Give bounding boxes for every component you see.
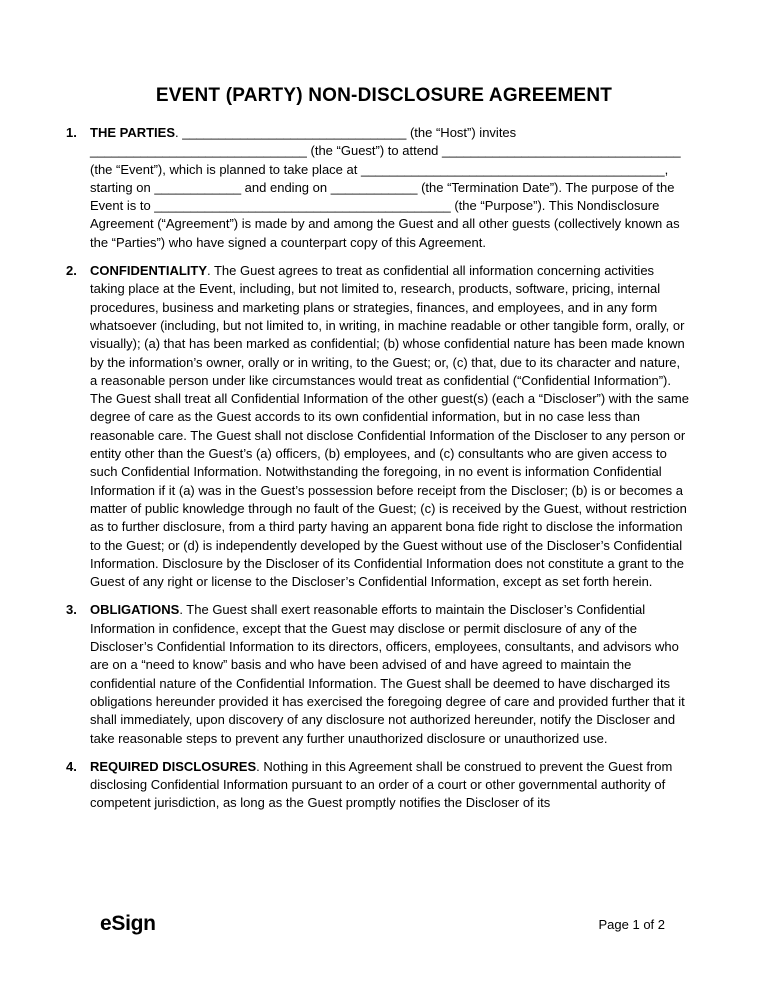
section-number: 3.: [66, 602, 77, 618]
section-heading: REQUIRED DISCLOSURES: [90, 758, 257, 774]
section-paragraph: [90, 758, 690, 813]
section-number: 2.: [66, 263, 77, 279]
section-number: 1.: [66, 125, 77, 140]
section-heading: OBLIGATIONS: [90, 602, 180, 618]
section-text: . The Guest agrees to treat as confidential all information concerning activities taking place at the Event, including, but not limited to, research, products, software, pricing, internal procedures, business and marketing plans or strategies, finances, and employees, and in any form whatsoever (including, but not limited to, in writing, in machine readable or other tangible form, orally, or visually); (a) that has been marked as confidential; (b) whose confidential nature has been made known by the information’s owner, orally or in writing, to the Guest; or, (c) that, due to its character and nature, a reasonable person under like circumstances would treat as confidential (“Confidential Information”). The Guest shall treat all Confidential Information of the other guest(s) (each a “Discloser”) with the same degree of care as the Guest accords to its own confidential information, but in no case less than reasonable care. The Guest shall not disclose Confidential Information of the Discloser to any person or entity other than the Guest’s (a) officers, (b) employees, and (c) consultants who are given access to such Confidential Information. Notwithstanding the foregoing, in no event is information Confidential Information if it (a) was in the Guest’s possession before receipt from the Discloser; (b) is or becomes a matter of public knowledge through no fault of the Guest; (c) is received by the Guest, without restriction as to further disclosure, from a third party having an apparent bona fide right to disclose the information to the Guest; or (d) is independently developed by the Guest without use of the Discloser’s Confidential Information. Disclosure by the Discloser of its Confidential Information does not constitute a grant to the Guest of any right or license to the Discloser’s Confidential Information, except as set forth herein.: [90, 263, 689, 590]
page-number: Page 1 of 2: [598, 916, 665, 932]
section-heading: THE PARTIES: [90, 125, 175, 140]
document-title: EVENT (PARTY) NON-DISCLOSURE AGREEMENT: [155, 85, 613, 106]
section-obligations: [66, 601, 690, 747]
section-number: 4.: [66, 758, 77, 774]
section-heading: CONFIDENTIALITY: [90, 263, 207, 279]
section-the-parties: [66, 124, 690, 252]
section-text: . Nothing in this Agreement shall be construed to prevent the Guest from disclosing Confidential Information pursuant to an order of a court or other governmental authority of competent jurisdiction, as long as the Guest promptly notifies the Discloser of its: [90, 758, 673, 811]
section-paragraph: [90, 124, 690, 252]
section-text: . _______________________________ (the “Host”) invites ______________________________ (the “Guest”) to attend _________________________________ (the “Event”), which is planned to take place at __________________________________________, starting on ____________ and ending on ____________ (the “Termination Date”). The purpose of the Event is to _________________________________________ (the “Purpose”). This Nondisclosure Agreement (“Agreement”) is made by and among the Guest and all other guests (collectively known as the “Parties”) who have signed a counterpart copy of this Agreement.: [90, 125, 681, 250]
page-footer: [0, 912, 768, 936]
section-paragraph: [90, 262, 690, 591]
section-confidentiality: [66, 262, 690, 591]
section-paragraph: [90, 601, 690, 747]
section-required-disclosures: [66, 758, 690, 813]
esign-logo: eSign: [100, 912, 156, 935]
section-text: . The Guest shall exert reasonable efforts to maintain the Discloser’s Confidential Information in confidence, except that the Guest may disclose or permit disclosure of any of the Discloser’s Confidential Information to its directors, officers, employees, consultants, and advisors who are on a “need to know” basis and who have been advised of and have agreed to maintain the confidential nature of the Confidential Information. The Guest shall be deemed to have discharged its obligations hereunder provided it has exercised the foregoing degree of care and provided further that it shall immediately, upon discovery of any disclosure not authorized hereunder, notify the Discloser and take reasonable steps to prevent any further unauthorized disclosure or unauthorized use.: [90, 602, 685, 746]
document-body: [66, 124, 690, 813]
